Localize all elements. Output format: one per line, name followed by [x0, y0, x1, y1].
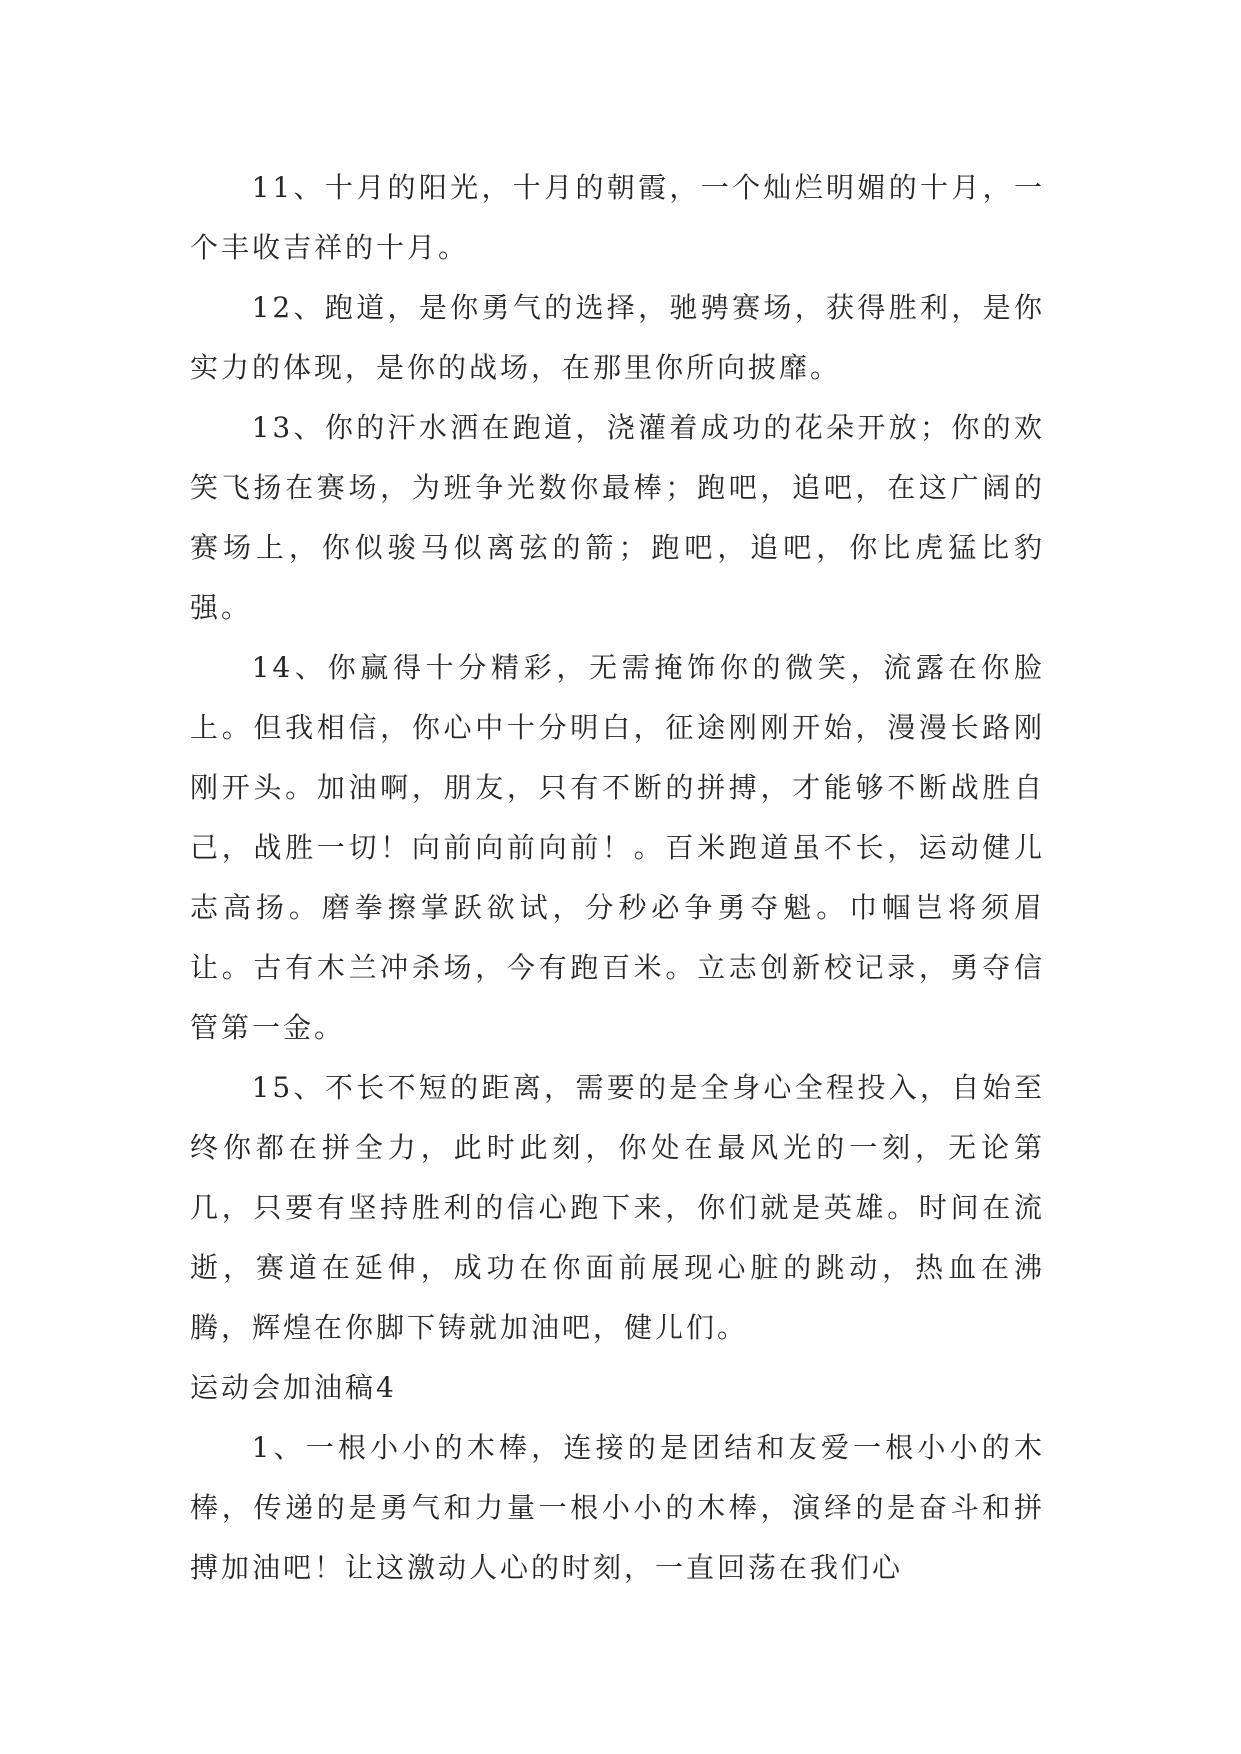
paragraph-1: 1、一根小小的木棒，连接的是团结和友爱一根小小的木棒，传递的是勇气和力量一根小小的木棒，演绎的是奋斗和拼搏加油吧！让这激动人心的时刻，一直回荡在我们心	[190, 1431, 1045, 1584]
paragraph-12: 12、跑道，是你勇气的选择，驰骋赛场，获得胜利，是你实力的体现，是你的战场，在那里你所向披靡。	[190, 291, 1045, 384]
paragraph-11: 11、十月的阳光，十月的朝霞，一个灿烂明媚的十月，一个丰收吉祥的十月。	[190, 171, 1045, 264]
section-heading: 运动会加油稿4	[190, 1371, 397, 1404]
document-body	[190, 158, 1045, 1598]
paragraph-14: 14、你赢得十分精彩，无需掩饰你的微笑，流露在你脸上。但我相信，你心中十分明白，征途刚刚开始，漫漫长路刚刚开头。加油啊，朋友，只有不断的拼搏，才能够不断战胜自己，战胜一切！向前向前向前！。百米跑道虽不长，运动健儿志高扬。磨拳擦掌跃欲试，分秒必争勇夺魁。巾帼岂将须眉让。古有木兰冲杀场，今有跑百米。立志创新校记录，勇夺信管第一金。	[190, 651, 1045, 1044]
paragraph-15: 15、不长不短的距离，需要的是全身心全程投入，自始至终你都在拼全力，此时此刻，你处在最风光的一刻，无论第几，只要有坚持胜利的信心跑下来，你们就是英雄。时间在流逝，赛道在延伸，成功在你面前展现心脏的跳动，热血在沸腾，辉煌在你脚下铸就加油吧，健儿们。	[190, 1071, 1045, 1344]
paragraph-13: 13、你的汗水洒在跑道，浇灌着成功的花朵开放；你的欢笑飞扬在赛场，为班争光数你最棒；跑吧，追吧，在这广阔的赛场上，你似骏马似离弦的箭；跑吧，追吧，你比虎猛比豹强。	[190, 411, 1045, 624]
